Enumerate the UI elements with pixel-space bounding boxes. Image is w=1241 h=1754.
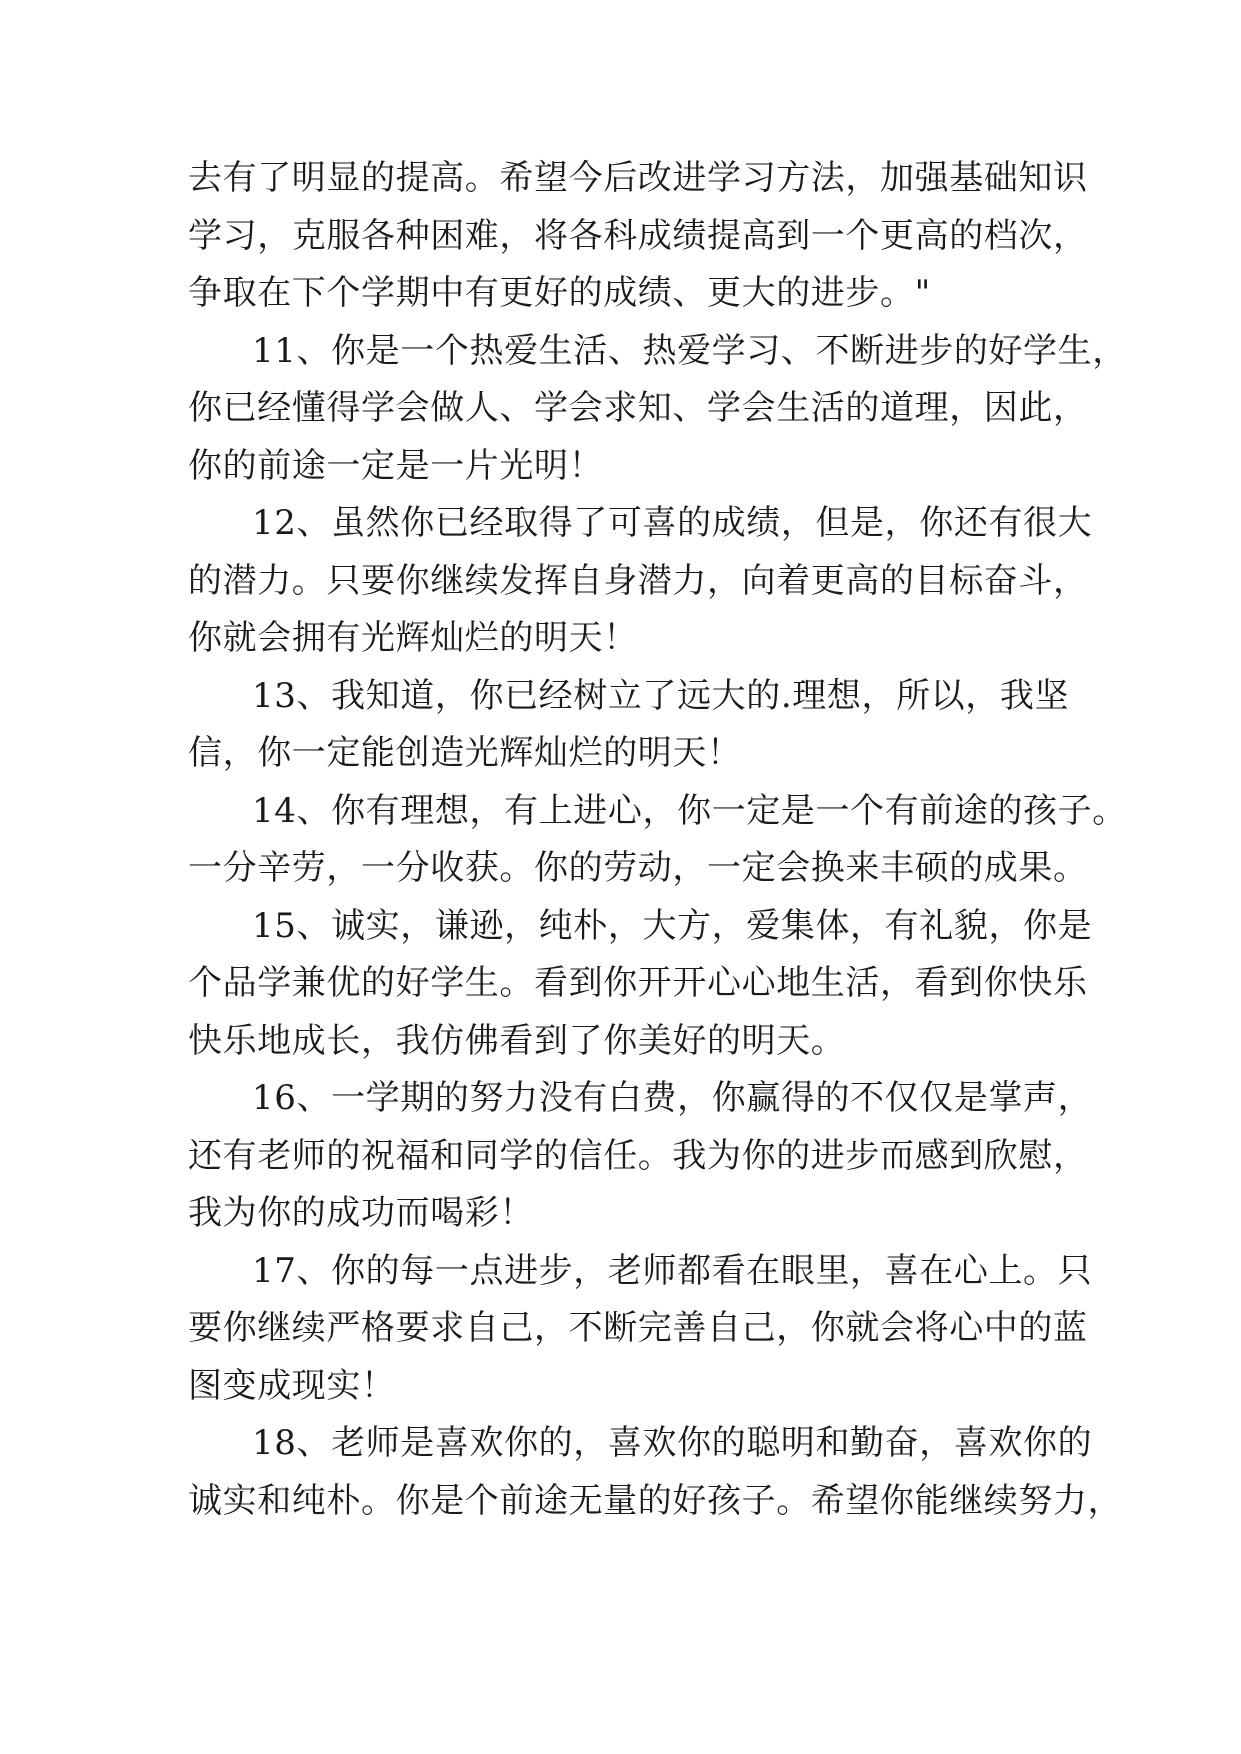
text-line: 12、虽然你已经取得了可喜的成绩，但是，你还有很大: [252, 503, 1093, 543]
paragraph-item-11: [188, 323, 1127, 496]
text-line: 我为你的成功而喝彩！: [188, 1193, 534, 1233]
text-line: 17、你的每一点进步，老师都看在眼里，喜在心上。只: [252, 1250, 1093, 1291]
paragraph-item-18: [188, 1415, 1123, 1530]
text-line: 一分辛劳，一分收获。你的劳动，一定会换来丰硕的成果。: [188, 848, 1088, 888]
text-line: 15、诚实，谦逊，纯朴，大方，爱集体，有礼貌，你是: [252, 905, 1093, 946]
paragraph-item-16: [188, 1070, 1093, 1243]
paragraph-item-17: [188, 1243, 1093, 1416]
text-line: 去有了明显的提高。希望今后改进学习方法，加强基础知识: [188, 158, 1088, 198]
text-line: 11、你是一个热爱生活、热爱学习、不断进步的好学生，: [252, 330, 1127, 371]
text-line: 你就会拥有光辉灿烂的明天！: [188, 618, 638, 658]
text-line: 的潜力。只要你继续发挥自身潜力，向着更高的目标奋斗，: [188, 560, 1088, 601]
text-line: 快乐地成长，我仿佛看到了你美好的明天。: [188, 1020, 846, 1061]
text-line: 学习，克服各种困难，将各科成绩提高到一个更高的档次，: [188, 215, 1088, 256]
text-line: 诚实和纯朴。你是个前途无量的好孩子。希望你能继续努力，: [188, 1480, 1123, 1521]
document-body: [188, 150, 1127, 1530]
paragraph-item-12: [188, 495, 1093, 668]
text-line: 18、老师是喜欢你的，喜欢你的聪明和勤奋，喜欢你的: [252, 1423, 1093, 1463]
paragraph-continuation: [188, 150, 1088, 323]
paragraph-item-14: [188, 783, 1127, 898]
text-line: 个品学兼优的好学生。看到你开开心心地生活，看到你快乐: [188, 963, 1088, 1003]
text-line: 信，你一定能创造光辉灿烂的明天！: [188, 733, 742, 773]
text-line: 图变成现实！: [188, 1365, 396, 1406]
text-line: 16、一学期的努力没有白费，你赢得的不仅仅是掌声，: [252, 1078, 1093, 1118]
text-line: 还有老师的祝福和同学的信任。我为你的进步而感到欣慰，: [188, 1135, 1088, 1176]
text-line: 13、我知道，你已经树立了远大的.理想，所以，我坚: [252, 675, 1070, 716]
text-line: 要你继续严格要求自己，不断完善自己，你就会将心中的蓝: [188, 1308, 1088, 1348]
text-line: 14、你有理想，有上进心，你一定是一个有前途的孩子。: [252, 790, 1127, 831]
text-line: 你的前途一定是一片光明！: [188, 445, 604, 486]
text-line: 争取在下个学期中有更好的成绩、更大的进步。": [188, 273, 931, 313]
text-line: 你已经懂得学会做人、学会求知、学会生活的道理，因此，: [188, 388, 1088, 428]
paragraph-item-15: [188, 898, 1093, 1071]
paragraph-item-13: [188, 668, 1068, 783]
